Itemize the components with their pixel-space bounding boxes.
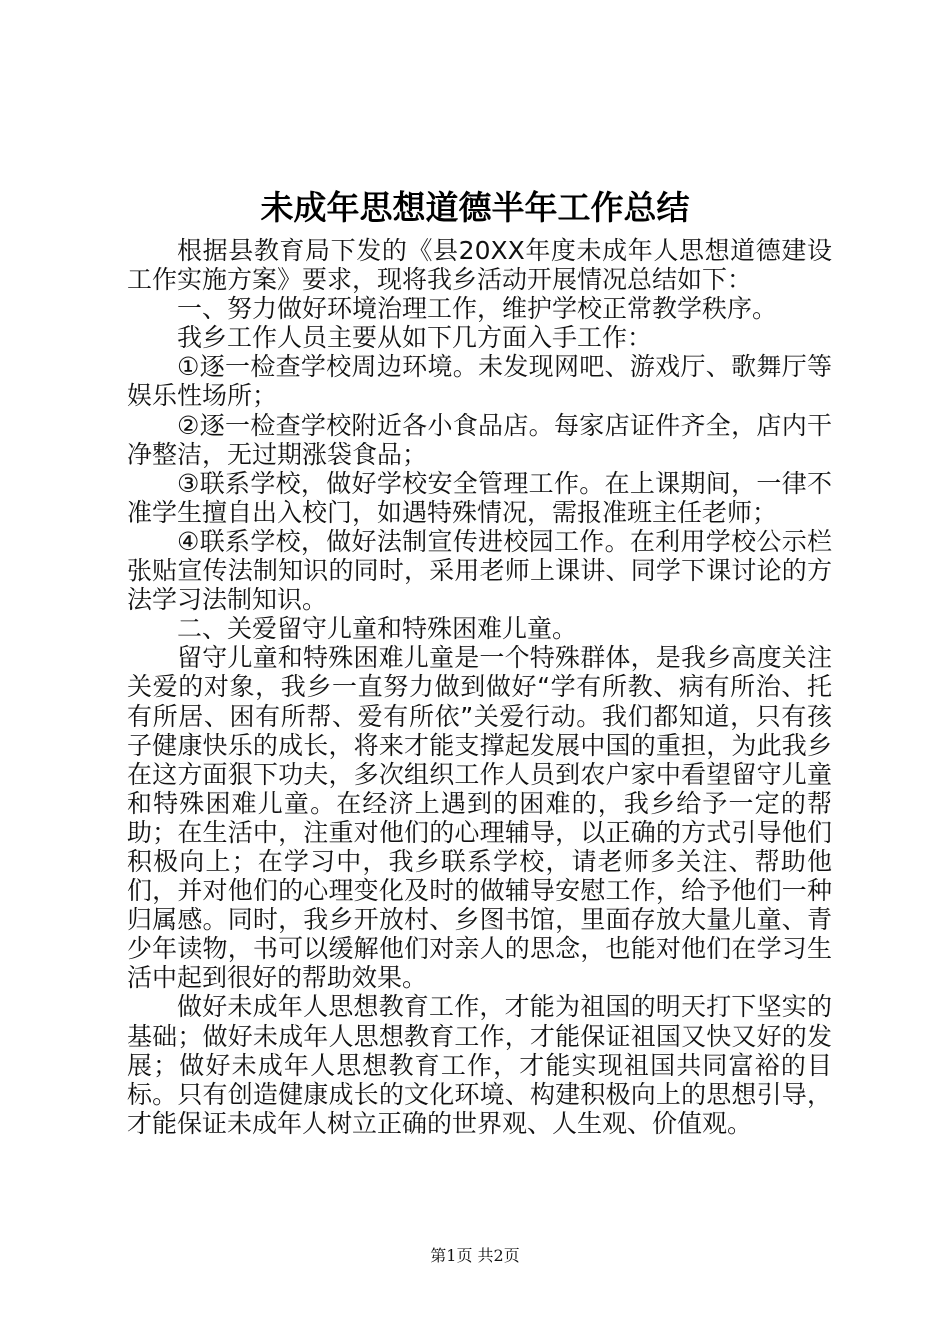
paragraph-approach: 我乡工作人员主要从如下几方面入手工作： — [177, 323, 653, 353]
section-heading-2: 二、关爱留守儿童和特殊困难儿童。 — [177, 614, 578, 644]
list-item-1: ①逐一检查学校周边环境。未发现网吧、游戏厅、歌舞厅等娱乐性场所； — [127, 352, 832, 411]
document-body — [127, 236, 832, 1138]
section-heading-1: 一、努力做好环境治理工作，维护学校正常教学秩序。 — [177, 294, 778, 324]
paragraph-conclusion: 做好未成年人思想教育工作，才能为祖国的明天打下坚实的基础；做好未成年人思想教育工作，才能保证祖国又快又好的发展；做好未成年人思想教育工作，才能实现祖国共同富裕的目标。只有创造健康成长的文化环境、构建积极向上的思想引导，才能保证未成年人树立正确的世界观、人生观、价值观。 — [127, 992, 832, 1138]
document-title: 未成年思想道德半年工作总结 — [260, 188, 690, 227]
paragraph-intro: 根据县教育局下发的《县20XX年度未成年人思想道德建设工作实施方案》要求，现将我乡活动开展情况总结如下： — [127, 236, 832, 295]
list-item-4: ④联系学校，做好法制宣传进校园工作。在利用学校公示栏张贴宣传法制知识的同时，采用老师上课讲、同学下课讨论的方法学习法制知识。 — [127, 526, 832, 615]
list-item-2: ②逐一检查学校附近各小食品店。每家店证件齐全，店内干净整洁，无过期涨袋食品； — [127, 410, 832, 469]
page-number-footer: 第1页 共2页 — [430, 1246, 520, 1265]
paragraph-care: 留守儿童和特殊困难儿童是一个特殊群体，是我乡高度关注关爱的对象，我乡一直努力做到做好“学有所教、病有所治、托有所居、困有所帮、爱有所依”关爱行动。我们都知道，只有孩子健康快乐的成长，将来才能支撑起发展中国的重担，为此我乡在这方面狠下功夫，多次组织工作人员到农户家中看望留守儿童和特殊困难儿童。在经济上遇到的困难的，我乡给予一定的帮助；在生活中，注重对他们的心理辅导，以正确的方式引导他们积极向上；在学习中，我乡联系学校，请老师多关注、帮助他们，并对他们的心理变化及时的做辅导安慰工作，给予他们一种归属感。同时，我乡开放村、乡图书馆，里面存放大量儿童、青少年读物，书可以缓解他们对亲人的思念，也能对他们在学习生活中起到很好的帮助效果。 — [127, 643, 832, 993]
list-item-3: ③联系学校，做好学校安全管理工作。在上课期间，一律不准学生擅自出入校门，如遇特殊情况，需报准班主任老师； — [127, 468, 832, 527]
